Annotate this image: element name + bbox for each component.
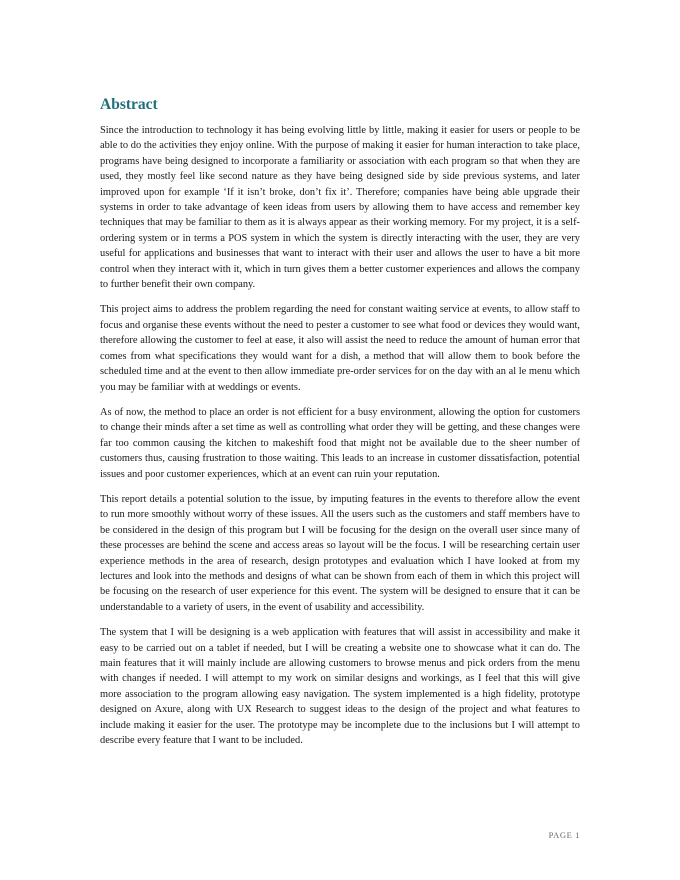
section-heading: Abstract <box>100 96 158 113</box>
paragraph-introduction: Since the introduction to technology it has being evolving little by little, making it easier for users or people to be able to do the activities they enjoy online. With the purpose of making it easier for human interaction to take place, programs have being designed to incorporate a familiarity or association with each program so that when they are used, they mostly feel like second nature as they have being designed side by side previous systems, and later improved upon for example ‘If it isn’t broke, don’t fix it’. Therefore; companies have being able upgrade their systems in order to take advantage of keen ideas from users by allowing them to have access and remember key techniques that may be familiar to them as it is always appear as their working memory. For my project, it is a self-ordering system or in terms a POS system in which the system is directly interacting with the user, they are very useful for applications and businesses that want to interact with their user and allows the user to have a bit more control when they interact with it, which in turn gives them a better customer experiences and allows the company to further benefit their own company. <box>100 125 580 291</box>
paragraph-system-overview: The system that I will be designing is a web application with features that will assist in accessibility and make it easy to be carried out on a tablet if needed, but I will be creating a website one to showcase what it can do. The main features that it will mainly include are allowing customers to browse menus and pick orders from the menu with changes if needed. I will attempt to my work on similar designs and workings, as I feel that this will give more association to the program allowing easy navigation. The system implemented is a high fidelity, prototype designed on Axure, along with UX Research to suggest ideas to the design of the project and what features to include making it easier for the user. The prototype may be incomplete due to the inclusions but I will attempt to describe every feature that I want to be included. <box>100 627 580 747</box>
paragraph-proposed-solution: This report details a potential solution to the issue, by imputing features in the events to therefore allow the event to run more smoothly without worry of these issues. All the users such as the customers and staff members have to be considered in the design of this program but I will be focusing for the design on the overall user since many of these processes are behind the scene and access areas so layout will be the focus. I will be researching certain user experience methods in the area of research, design prototypes and evaluation which I have looked at from my lectures and look into the methods and designs of what can be shown from each of them in which this project will be focusing on the research of user experience for this event. The system will be designed to ensure that it can be understandable to a variety of users, in the event of usability and accessibility. <box>100 493 580 613</box>
paragraph-project-aims: This project aims to address the problem regarding the need for constant waiting service at events, to allow staff to focus and organise these events without the need to pester a customer to see what food or devices they would want, therefore allowing the customer to feel at ease, it also will assist the need to reduce the amount of human error that comes from what specifications they would want for a dish, a method that will allow them to book before the scheduled time and at the event to then allow immediate pre-order services for on the day with an al le menu which you may be familiar with at weddings or events. <box>100 304 580 393</box>
paragraph-current-problem: As of now, the method to place an order is not efficient for a busy environment, allowing the option for customers to change their minds after a set time as well as controlling what order they will be getting, and these changes were far too common causing the kitchen to makeshift food that might not be available due to the sheer number of customers thus, causing frustration to those waiting. This leads to an increase in customer dissatisfaction, potential issues and poor customer experiences, which at an event can ruin your reputation. <box>100 406 580 480</box>
document-page <box>100 95 580 758</box>
page-number: PAGE 1 <box>548 830 580 840</box>
